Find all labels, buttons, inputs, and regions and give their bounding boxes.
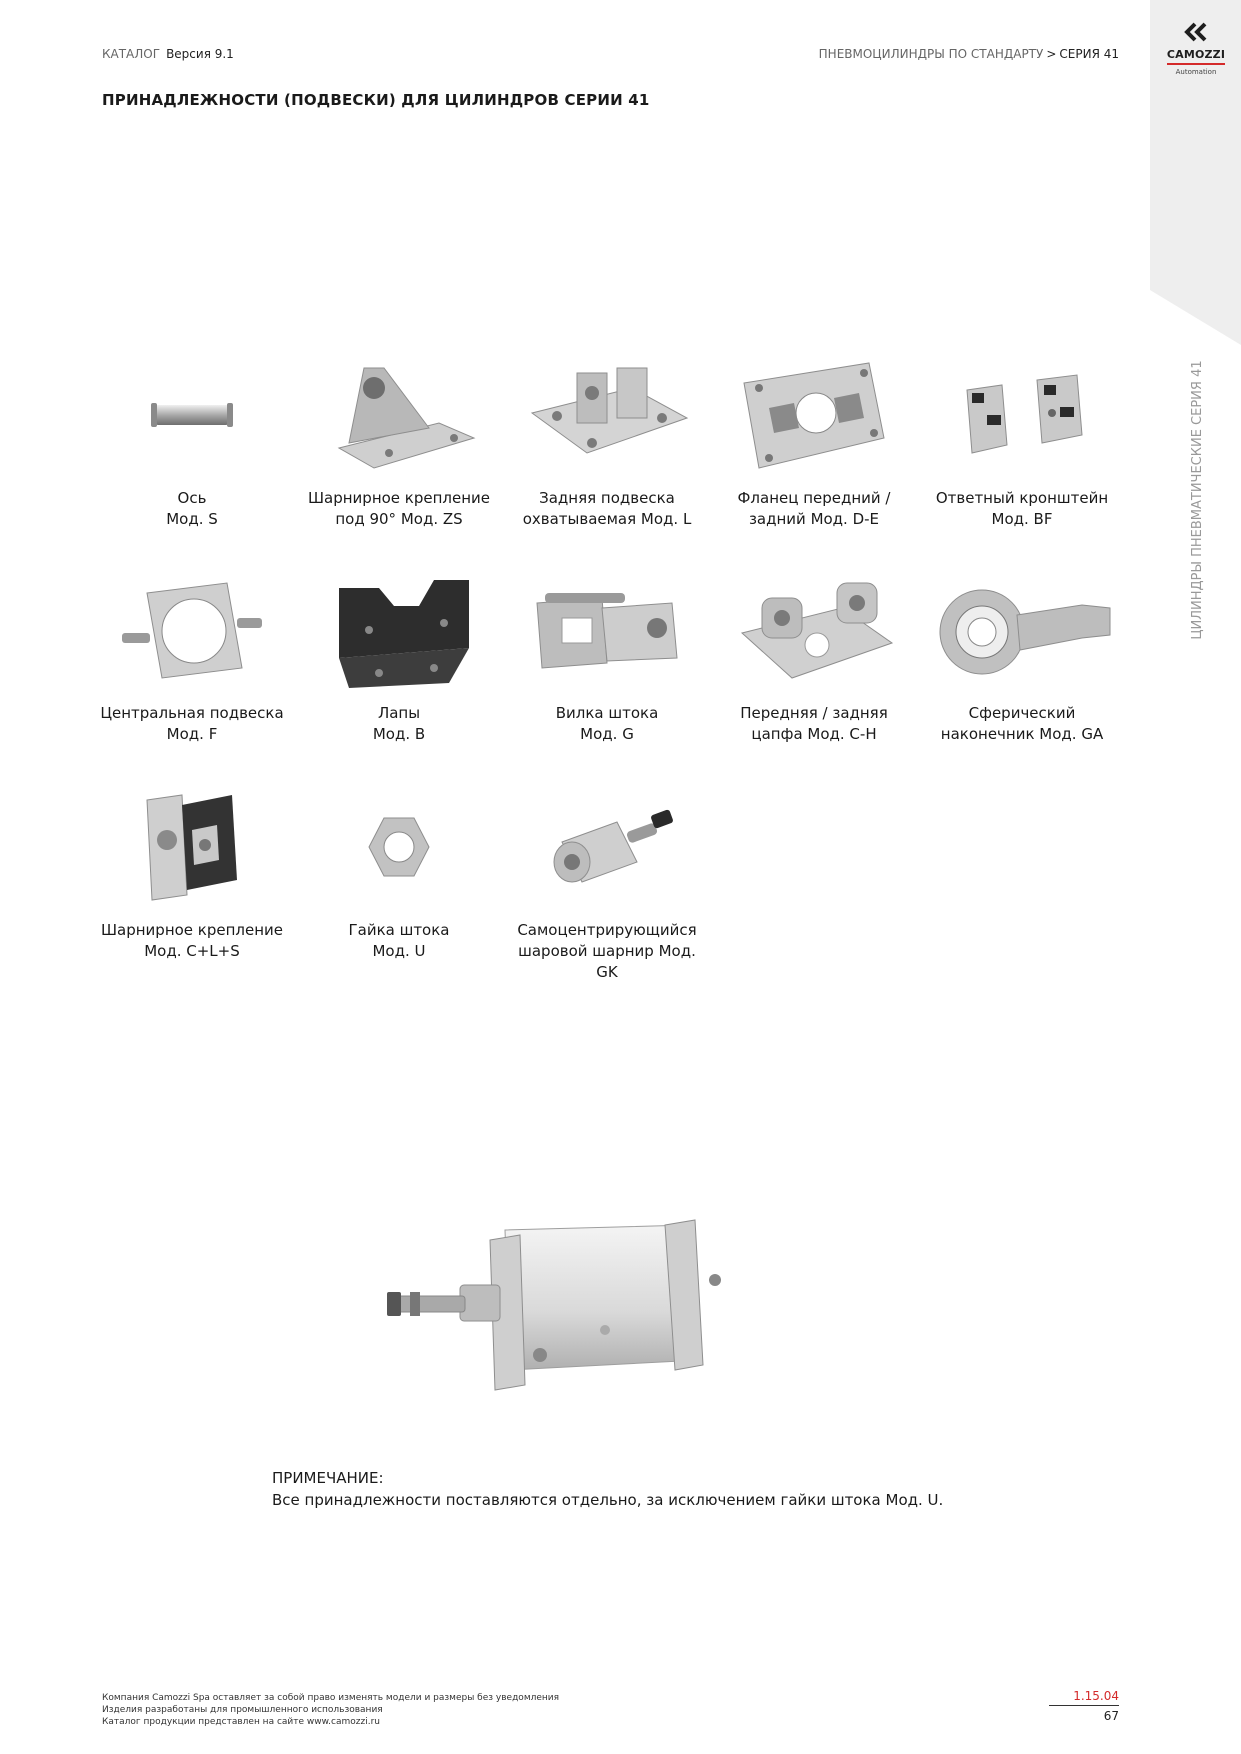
logo-underline bbox=[1167, 63, 1225, 65]
accessory-caption-line1: Самоцентрирующийся bbox=[517, 921, 697, 939]
accessory-item bbox=[92, 782, 292, 962]
accessory-caption-line1: Шарнирное крепление bbox=[307, 489, 491, 507]
note-text: Все принадлежности поставляются отдельно, за исключением гайки штока Мод. U. bbox=[272, 1491, 944, 1509]
accessory-caption-line1: Фланец передний / bbox=[737, 489, 891, 507]
footer-line: Компания Camozzi Spa оставляет за собой право изменять модели и размеры без уведомления bbox=[102, 1693, 560, 1703]
page-title: ПРИНАДЛЕЖНОСТИ (ПОДВЕСКИ) ДЛЯ ЦИЛИНДРОВ СЕРИИ 41 bbox=[102, 91, 650, 109]
accessory-caption-line1: Шарнирное крепление bbox=[100, 921, 284, 939]
ball-joint-icon bbox=[507, 782, 707, 912]
accessory-item bbox=[507, 565, 707, 745]
footer-line: Каталог продукции представлен на сайте www.camozzi.ru bbox=[102, 1717, 380, 1727]
accessory-item bbox=[714, 565, 914, 745]
note-title: ПРИМЕЧАНИЕ: bbox=[272, 1469, 384, 1487]
accessory-item bbox=[922, 350, 1122, 530]
catalog-label: КАТАЛОГ bbox=[102, 47, 161, 61]
breadcrumb bbox=[819, 47, 1119, 61]
accessory-caption-line2: охватываемая Мод. L bbox=[522, 510, 692, 528]
bracket-icon bbox=[922, 350, 1122, 480]
camozzi-logo bbox=[1160, 22, 1232, 76]
accessory-item bbox=[92, 350, 292, 530]
accessory-caption-line2: цапфа Мод. C-H bbox=[751, 725, 877, 743]
accessory-caption-line1: Передняя / задняя bbox=[740, 704, 888, 722]
flange-icon bbox=[714, 350, 914, 480]
accessory-item bbox=[299, 350, 499, 530]
accessory-caption-line2: Мод. C+L+S bbox=[144, 942, 240, 960]
side-label: ЦИЛИНДРЫ ПНЕВМАТИЧЕСКИЕ СЕРИЯ 41 bbox=[1190, 360, 1205, 640]
footer-line: Изделия разработаны для промышленного использования bbox=[102, 1705, 383, 1715]
accessory-caption-line1: Вилка штока bbox=[555, 704, 659, 722]
accessory-item bbox=[507, 350, 707, 530]
accessory-caption-line2: Мод. B bbox=[372, 725, 426, 743]
catalog-version: Версия 9.1 bbox=[166, 47, 234, 61]
accessory-item bbox=[299, 782, 499, 962]
accessory-caption-line2: задний Мод. D-E bbox=[748, 510, 880, 528]
breadcrumb-separator: > bbox=[1046, 47, 1057, 61]
accessory-item bbox=[714, 350, 914, 530]
accessory-item bbox=[507, 782, 707, 983]
accessory-caption-line1: Ответный кронштейн bbox=[935, 489, 1109, 507]
logo-brand: CAMOZZI bbox=[1166, 48, 1226, 61]
accessory-caption-line2: Мод. S bbox=[166, 510, 218, 528]
accessory-caption-line1: Гайка штока bbox=[348, 921, 450, 939]
accessory-caption-line1: Ось bbox=[177, 489, 207, 507]
accessory-caption-line1: Сферический bbox=[968, 704, 1076, 722]
accessory-caption-line1: Лапы bbox=[377, 704, 421, 722]
page-number: 67 bbox=[1103, 1709, 1119, 1723]
hinge-90-icon bbox=[299, 350, 499, 480]
accessory-caption-line2: шаровой шарнир Мод. GK bbox=[518, 942, 696, 981]
logo-sub: Automation bbox=[1175, 68, 1217, 76]
accessory-item bbox=[922, 565, 1122, 745]
accessory-caption-line1: Задняя подвеска bbox=[539, 489, 675, 507]
feet-icon bbox=[299, 565, 499, 695]
rear-mount-icon bbox=[507, 350, 707, 480]
accessory-caption-line2: Мод. BF bbox=[991, 510, 1053, 528]
note bbox=[272, 1467, 943, 1511]
trunnion-icon bbox=[714, 565, 914, 695]
accessory-caption-line2: Мод. F bbox=[166, 725, 218, 743]
nut-icon bbox=[299, 782, 499, 912]
accessory-item bbox=[92, 565, 292, 745]
section-code: 1.15.04 bbox=[1049, 1689, 1119, 1706]
footer-pagination bbox=[1049, 1689, 1119, 1723]
accessory-caption-line2: Мод. G bbox=[580, 725, 634, 743]
accessory-caption-line2: Мод. U bbox=[372, 942, 426, 960]
accessory-caption-line1: Центральная подвеска bbox=[100, 704, 284, 722]
hinge-set-icon bbox=[92, 782, 292, 912]
breadcrumb-series: СЕРИЯ 41 bbox=[1059, 47, 1119, 61]
catalog-header bbox=[102, 47, 234, 61]
accessory-item bbox=[299, 565, 499, 745]
clevis-icon bbox=[507, 565, 707, 695]
pin-icon bbox=[92, 350, 292, 480]
cylinder-icon bbox=[385, 1210, 745, 1410]
rod-eye-icon bbox=[922, 565, 1122, 695]
accessory-caption-line2: под 90° Мод. ZS bbox=[335, 510, 463, 528]
footer-disclaimer bbox=[102, 1692, 559, 1728]
accessory-caption-line2: наконечник Мод. GA bbox=[940, 725, 1104, 743]
camozzi-mark-icon bbox=[1183, 22, 1209, 42]
breadcrumb-section: ПНЕВМОЦИЛИНДРЫ ПО СТАНДАРТУ bbox=[818, 47, 1044, 61]
center-mount-icon bbox=[92, 565, 292, 695]
